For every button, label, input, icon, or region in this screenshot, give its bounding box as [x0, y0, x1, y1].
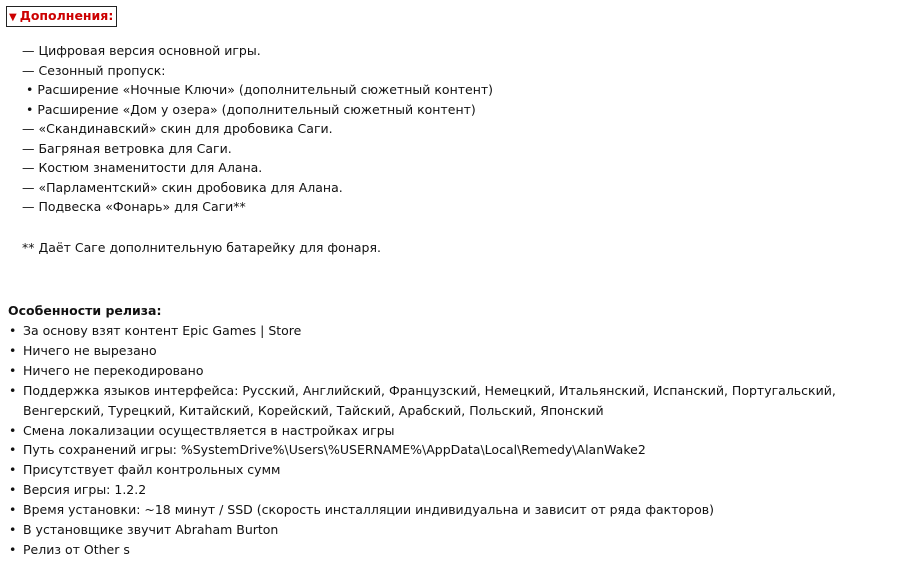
- list-item: • Ничего не перекодировано: [8, 361, 893, 381]
- addon-item: — Багряная ветровка для Саги.: [22, 140, 232, 156]
- addon-subitem: • Расширение «Дом у озера» (дополнительный сюжетный контент): [26, 101, 476, 117]
- list-item: • Смена локализации осуществляется в настройках игры: [8, 421, 893, 441]
- addon-item: — «Скандинавский» скин для дробовика Саги.: [22, 121, 333, 136]
- list-item: • Релиз от Other s: [8, 540, 893, 560]
- features-list: [8, 321, 893, 560]
- spoiler-content: [22, 41, 882, 217]
- list-item: • Ничего не вырезано: [8, 341, 893, 361]
- addon-item: — Костюм знаменитости для Алана.: [22, 160, 263, 175]
- list-item: • В установщике звучит Abraham Burton: [8, 520, 893, 540]
- list-item: • Путь сохранений игры: %SystemDrive%\Users\%USERNAME%\AppData\Local\Remedy\AlanWake2: [8, 440, 893, 460]
- list-item: • Версия игры: 1.2.2: [8, 480, 893, 500]
- list-item: • Присутствует файл контрольных сумм: [8, 460, 893, 480]
- addon-item: — Сезонный пропуск:: [22, 62, 166, 78]
- addon-subitem: • Расширение «Ночные Ключи» (дополнительный сюжетный контент): [26, 82, 494, 97]
- spoiler-title: Дополнения:: [19, 8, 114, 23]
- footnote: ** Даёт Саге дополнительную батарейку для фонаря.: [22, 240, 381, 255]
- list-item: • Время установки: ~18 минут / SSD (скорость инсталляции индивидуальна и зависит от ряда факторов): [8, 500, 893, 520]
- list-item: • Поддержка языков интерфейса: Русский, Английский, Французский, Немецкий, Итальянский, Испанский, Португальский, Венгерский, Турецкий, Китайский, Корейский, Тайский, Арабский, Польский, Японский: [8, 381, 893, 421]
- addon-item: — «Парламентский» скин дробовика для Алана.: [22, 179, 343, 195]
- addon-item: — Подвеска «Фонарь» для Саги**: [22, 199, 246, 214]
- list-item: • За основу взят контент Epic Games | Store: [8, 321, 893, 341]
- addon-item: — Цифровая версия основной игры.: [22, 43, 261, 58]
- spoiler-toggle[interactable]: [6, 6, 117, 27]
- features-heading: Особенности релиза:: [8, 303, 162, 318]
- triangle-down-icon: ▼: [9, 12, 17, 23]
